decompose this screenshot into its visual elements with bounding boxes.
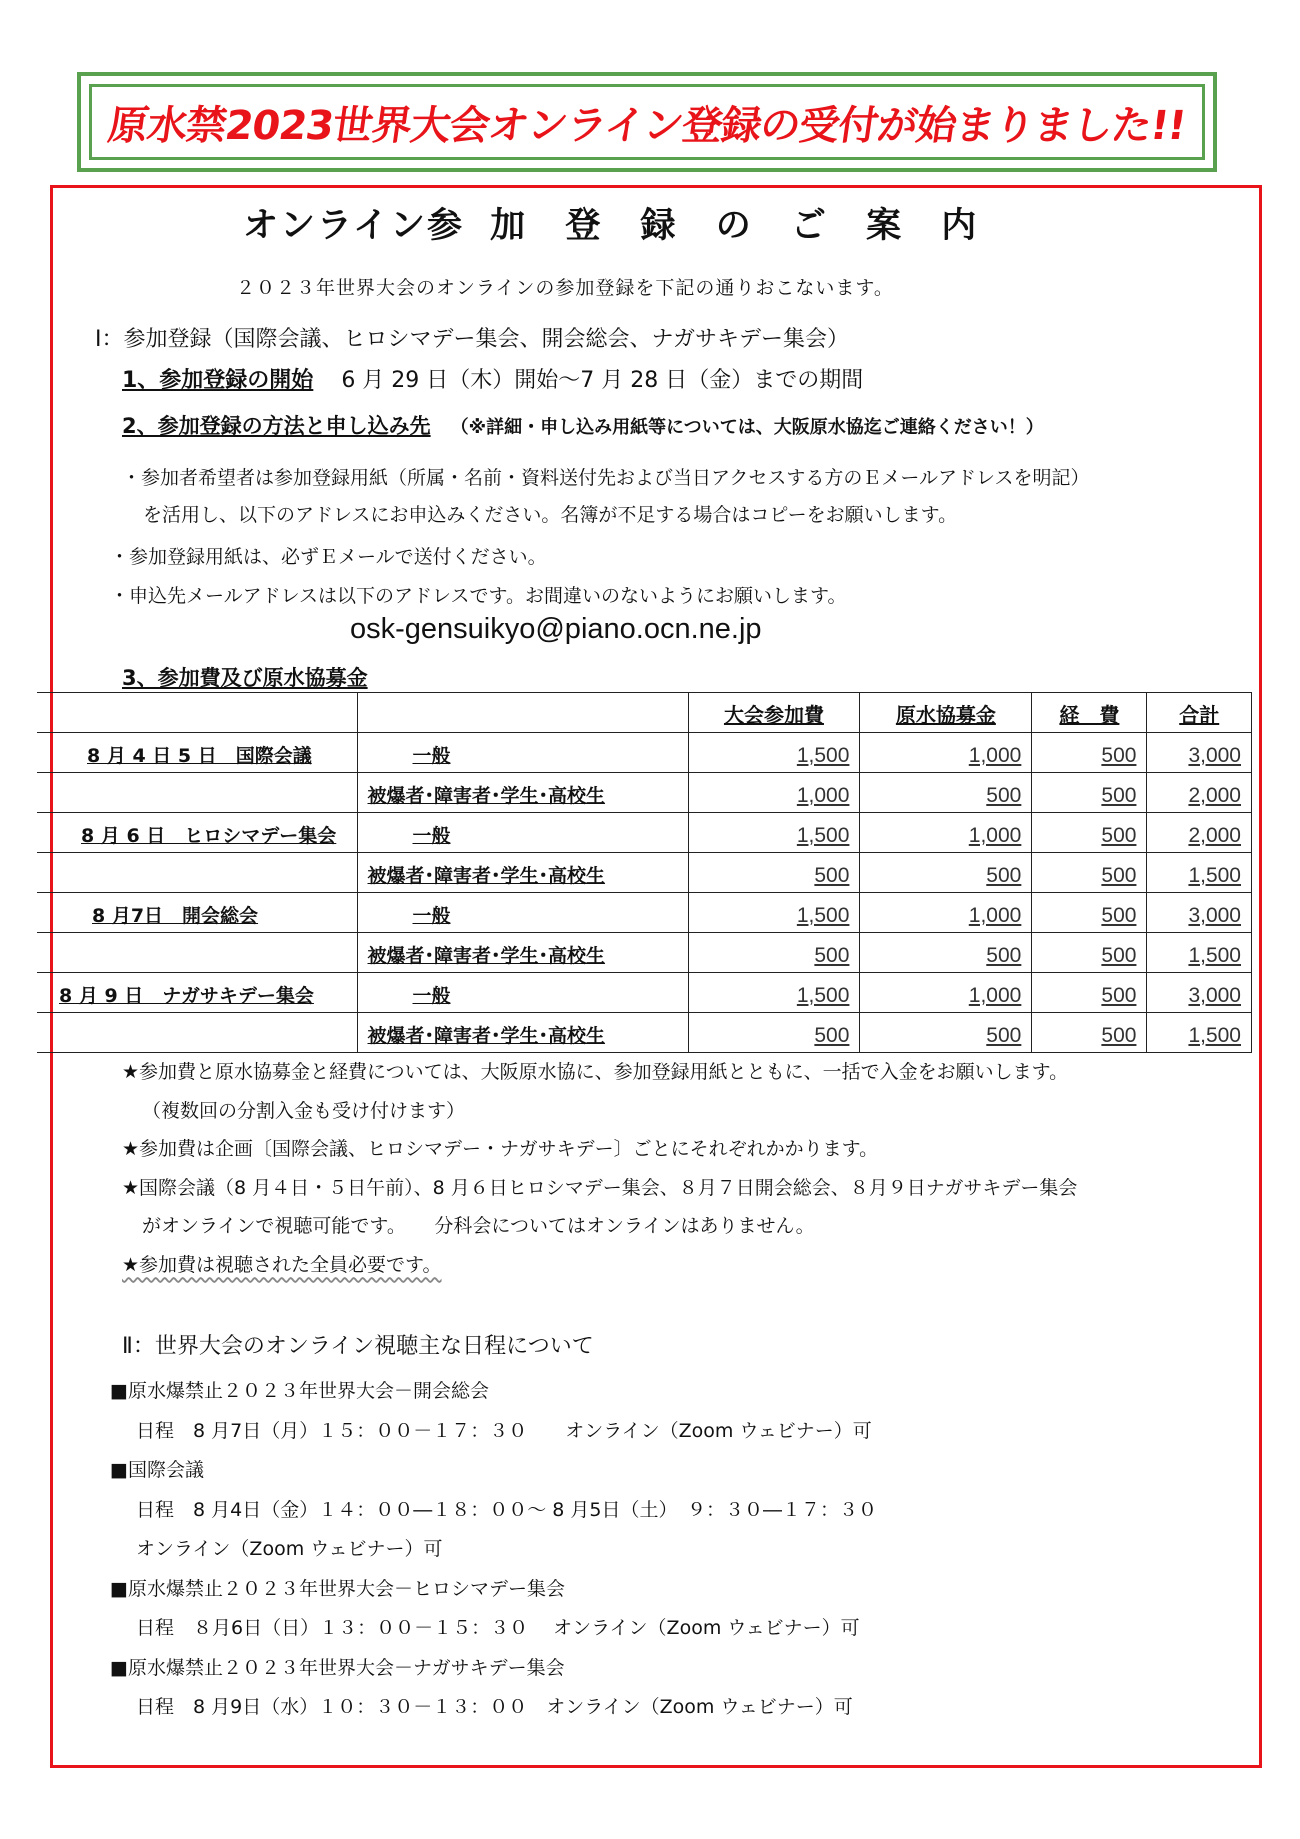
- row-fee: 500: [688, 853, 860, 893]
- header-donation: 原水協募金: [860, 693, 1032, 733]
- row-fee: 1,500: [688, 813, 860, 853]
- row-expense: 500: [1032, 773, 1147, 813]
- header-banner: [77, 72, 1217, 172]
- section2-heading: Ⅱ：世界大会のオンライン視聴主な日程について: [122, 1334, 594, 1359]
- row-total: 3,000: [1147, 973, 1252, 1013]
- table-row: [37, 933, 1252, 973]
- row-donation: 1,000: [860, 813, 1032, 853]
- row-total: 2,000: [1147, 813, 1252, 853]
- row-expense: 500: [1032, 1013, 1147, 1053]
- header-event: [37, 693, 357, 733]
- row-expense: 500: [1032, 893, 1147, 933]
- row-total: 1,500: [1147, 853, 1252, 893]
- fees-heading: 3、参加費及び原水協募金: [122, 666, 368, 690]
- row-total: 3,000: [1147, 733, 1252, 773]
- row-event: 8 月 9 日 ナガサキデー集会: [37, 973, 357, 1013]
- schedule-hiroshima-title: ■原水爆禁止２０２３年世界大会－ヒロシマデー集会: [110, 1577, 565, 1600]
- row-donation: 500: [860, 933, 1032, 973]
- header-banner-inner: [89, 84, 1205, 160]
- header-expense: 経 費: [1032, 693, 1147, 733]
- row-fee: 1,500: [688, 973, 860, 1013]
- fee-notes: [122, 1053, 1077, 1284]
- row-category: 被爆者･障害者･学生･高校生: [357, 1013, 688, 1053]
- registration-method-label: 2、参加登録の方法と申し込み先: [122, 414, 431, 438]
- row-category: 被爆者･障害者･学生･高校生: [357, 853, 688, 893]
- row-event: 8 月7日 開会総会: [37, 893, 357, 933]
- table-row: [37, 813, 1252, 853]
- schedule-nagasaki-date: 日程 8 月9日（水）１０：３０－１３：００ オンライン（Zoom ウェビナー）可: [136, 1696, 853, 1718]
- row-total: 1,500: [1147, 1013, 1252, 1053]
- guide-title-part-b: 加 登 録 の ご 案 内: [490, 206, 991, 246]
- row-event: 8 月 6 日 ヒロシマデー集会: [37, 813, 357, 853]
- row-category: 一般: [357, 813, 688, 853]
- table-row: [37, 1013, 1252, 1053]
- row-expense: 500: [1032, 813, 1147, 853]
- note-1: ★参加費と原水協募金と経費については、大阪原水協に、参加登録用紙とともに、一括で入金をお願いします。: [122, 1061, 1069, 1083]
- guide-title: [243, 198, 990, 248]
- header-category: [357, 693, 688, 733]
- note-4: [122, 1246, 1077, 1285]
- row-event: [37, 853, 357, 893]
- row-fee: 1,000: [688, 773, 860, 813]
- row-category: 一般: [357, 733, 688, 773]
- row-fee: 1,500: [688, 893, 860, 933]
- section1-heading: Ⅰ：参加登録（国際会議、ヒロシマデー集会、開会総会、ナガサキデー集会）: [95, 327, 850, 352]
- row-expense: 500: [1032, 933, 1147, 973]
- bullet-2: ・参加登録用紙は、必ずＥメールで送付ください。: [110, 546, 547, 568]
- fee-table: [37, 692, 1252, 1053]
- header-fee: 大会参加費: [688, 693, 860, 733]
- row-category: 一般: [357, 893, 688, 933]
- schedule-intl-date: 日程 8 月4日（金）１４：００―１８：００～ 8 月5日（土） ９：３０―１７：３０: [136, 1498, 877, 1521]
- table-row: [37, 773, 1252, 813]
- row-total: 3,000: [1147, 893, 1252, 933]
- contact-email[interactable]: osk-gensuikyo@piano.ocn.ne.jp: [350, 613, 762, 645]
- note-3b: がオンラインで視聴可能です。 分科会についてはオンラインはありません。: [142, 1215, 815, 1237]
- row-expense: 500: [1032, 973, 1147, 1013]
- row-donation: 1,000: [860, 973, 1032, 1013]
- schedule-nagasaki-title: ■原水爆禁止２０２３年世界大会－ナガサキデー集会: [110, 1656, 565, 1679]
- row-event: [37, 773, 357, 813]
- row-total: 2,000: [1147, 773, 1252, 813]
- row-donation: 1,000: [860, 733, 1032, 773]
- row-category: 一般: [357, 973, 688, 1013]
- bullet-1a: ・参加者希望者は参加登録用紙（所属・名前・資料送付先および当日アクセスする方のＥメールアドレスを明記）: [122, 467, 1090, 489]
- registration-period: [122, 363, 863, 394]
- note-4-text: ★参加費は視聴された全員必要です。: [122, 1253, 442, 1276]
- row-total: 1,500: [1147, 933, 1252, 973]
- row-category: 被爆者･障害者･学生･高校生: [357, 933, 688, 973]
- schedule-opening-date: 日程 8 月7日（月）１５：００－１７：３０ オンライン（Zoom ウェビナー）可: [136, 1419, 872, 1442]
- table-row: [37, 853, 1252, 893]
- banner-title: 原水禁2023世界大会オンライン登録の受付が始まりました!!: [104, 102, 1189, 149]
- bullet-3: ・申込先メールアドレスは以下のアドレスです。お間違いのないようにお願いします。: [110, 585, 847, 607]
- row-category: 被爆者･障害者･学生･高校生: [357, 773, 688, 813]
- row-expense: 500: [1032, 733, 1147, 773]
- registration-method-note: （※詳細・申し込み用紙等については、大阪原水協迄ご連絡ください！）: [450, 417, 1044, 438]
- row-expense: 500: [1032, 853, 1147, 893]
- header-total: 合計: [1147, 693, 1252, 733]
- schedule-list: [110, 1372, 877, 1728]
- row-donation: 500: [860, 773, 1032, 813]
- bullet-1b: を活用し、以下のアドレスにお申込みください。名簿が不足する場合はコピーをお願いします。: [143, 504, 958, 526]
- table-row: [37, 893, 1252, 933]
- schedule-opening-title: ■原水爆禁止２０２３年世界大会－開会総会: [110, 1380, 489, 1402]
- note-2: ★参加費は企画〔国際会議、ヒロシマデー・ナガサキデー〕ごとにそれぞれかかります。: [122, 1138, 879, 1160]
- schedule-intl-online: オンライン（Zoom ウェビナー）可: [136, 1538, 443, 1560]
- row-donation: 500: [860, 1013, 1032, 1053]
- row-fee: 500: [688, 1013, 860, 1053]
- intro-text: ２０２３年世界大会のオンラインの参加登録を下記の通りおこないます。: [236, 277, 894, 299]
- table-row: [37, 973, 1252, 1013]
- note-3: ★国際会議（8 月４日・５日午前）、8 月６日ヒロシマデー集会、８月７日開会総会、８月９日ナガサキデー集会: [122, 1176, 1078, 1199]
- registration-method: [122, 410, 1044, 440]
- registration-period-value: 6 月 29 日（木）開始～7 月 28 日（金）までの期間: [341, 368, 864, 393]
- schedule-intl-title: ■国際会議: [110, 1459, 204, 1481]
- row-event: [37, 933, 357, 973]
- table-row: [37, 733, 1252, 773]
- fee-table-header-row: [37, 693, 1252, 733]
- registration-period-label: 1、参加登録の開始: [122, 368, 314, 393]
- row-fee: 1,500: [688, 733, 860, 773]
- note-1b: （複数回の分割入金も受け付けます）: [142, 1099, 466, 1122]
- row-event: 8 月 4 日 5 日 国際会議: [37, 733, 357, 773]
- row-event: [37, 1013, 357, 1053]
- row-donation: 1,000: [860, 893, 1032, 933]
- schedule-hiroshima-date: 日程 ８月6日（日）１３：００－１５：３０ オンライン（Zoom ウェビナー）可: [136, 1617, 860, 1639]
- row-fee: 500: [688, 933, 860, 973]
- guide-title-part-a: オンライン参: [243, 206, 464, 246]
- row-donation: 500: [860, 853, 1032, 893]
